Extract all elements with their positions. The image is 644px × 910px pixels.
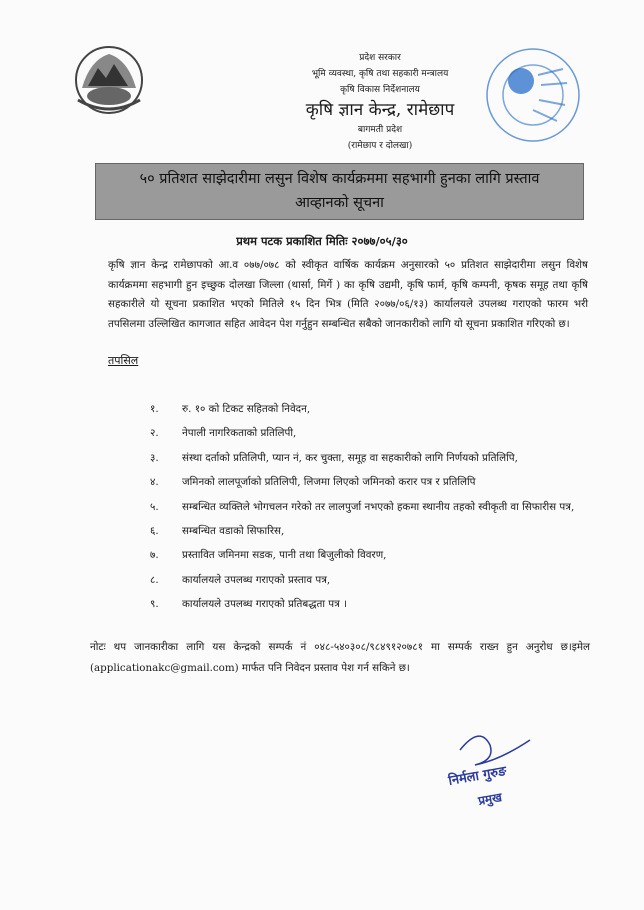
- required-documents-list: [150, 400, 580, 620]
- list-item: ३. संस्था दर्ताको प्रतिलिपी, प्यान नं, कर चुक्ता, समूह वा सहकारीको लागि निर्णयको प्रतिलिपि,: [150, 451, 518, 464]
- signatory-post: प्रमुख: [477, 790, 503, 808]
- list-item: ५. सम्बन्धित व्यक्तिले भोगचलन गरेको तर लालपुर्जा नभएको हकमा स्थानीय तहको स्वीकृती वा सिफारीस पत्र,: [150, 500, 575, 513]
- notice-title-line1: ५० प्रतिशत साझेदारीमा लसुन विशेष कार्यक्रममा सहभागी हुनका लागि प्रस्ताव: [139, 171, 540, 187]
- details-heading: तपसिल: [108, 354, 139, 367]
- list-item: ८. कार्यालयले उपलब्ध गराएको प्रस्ताव पत्र,: [150, 573, 331, 586]
- office-seal-stamp: [483, 45, 583, 145]
- header-line-ministry: भूमि व्यवस्था, कृषि तथा सहकारी मन्त्रालय: [311, 69, 449, 79]
- signatory-name: निर्मला गुरुङ: [447, 764, 508, 789]
- letterhead: [250, 50, 510, 154]
- list-item: १. रु. १० को टिकट सहितको निवेदन,: [150, 403, 311, 415]
- notice-body-paragraph: कृषि ज्ञान केन्द्र रामेछापको आ.व ०७७/०७८ को स्वीकृत वार्षिक कार्यक्रम अनुसारको ५० प्रतिशत साझेदारीमा लसुन विशेष कार्यक्रममा सहभागी हुन इच्छुक दोलखा जिल्ला (थार्सा, मिर्गे ) का कृषि उद्यमी, कृषि फार्म, कृषि कम्पनी, कृषक समूह तथा कृषि सहकारीले यो सूचना प्रकाशित भएको मितिले १५ दिन भित्र (मिति २०७७/०६/१३) कार्यालयले उपलब्ध गराएको फारम भरी तपसिलमा उल्लिखित कागजात सहित आवेदन पेश गर्नुहुन सम्बन्धित सबैको जानकारीको लागि यो सूचना प्रकाशित गरिएको छ।: [108, 259, 588, 330]
- publication-date: प्रथम पटक प्रकाशित मितिः २०७७/०५/३०: [236, 234, 408, 248]
- nepal-emblem-logo: [70, 40, 148, 118]
- header-line-province: बागमती प्रदेश: [357, 125, 403, 135]
- header-line-government: प्रदेश सरकार: [359, 53, 401, 63]
- list-item: ९. कार्यालयले उपलब्ध गराएको प्रतिबद्धता पत्र ।: [150, 598, 347, 611]
- notice-title-line2: आव्हानको सूचना: [295, 195, 384, 211]
- list-item: २. नेपाली नागरिकताको प्रतिलिपी,: [150, 427, 297, 440]
- list-item: ४. जमिनको लालपूर्जाको प्रतिलिपी, लिजमा लिएको जमिनको करार पत्र र प्रतिलिपि: [150, 476, 476, 489]
- header-line-districts: (रामेछाप र दोलखा): [347, 141, 413, 151]
- list-item: ७. प्रस्तावित जमिनमा सडक, पानी तथा बिजुलीको विवरण,: [150, 549, 387, 562]
- header-line-directorate: कृषि विकास निर्देशनालय: [340, 85, 420, 95]
- header-office-name: कृषि ज्ञान केन्द्र, रामेछाप: [305, 100, 455, 120]
- contact-note: नोटः थप जानकारीका लागि यस केन्द्रको सम्पर्क नं ०४८-५४०३०८/९८४९१२०७८१ मा सम्पर्क राख्न हुन अनुरोध छ।इमेल (applicationakc@gmail.com) मार्फत पनि निवेदन प्रस्ताव पेश गर्न सकिने छ।: [90, 641, 590, 674]
- list-item: ६. सम्बन्धित वडाको सिफारिस,: [150, 525, 285, 538]
- notice-title: [95, 163, 584, 220]
